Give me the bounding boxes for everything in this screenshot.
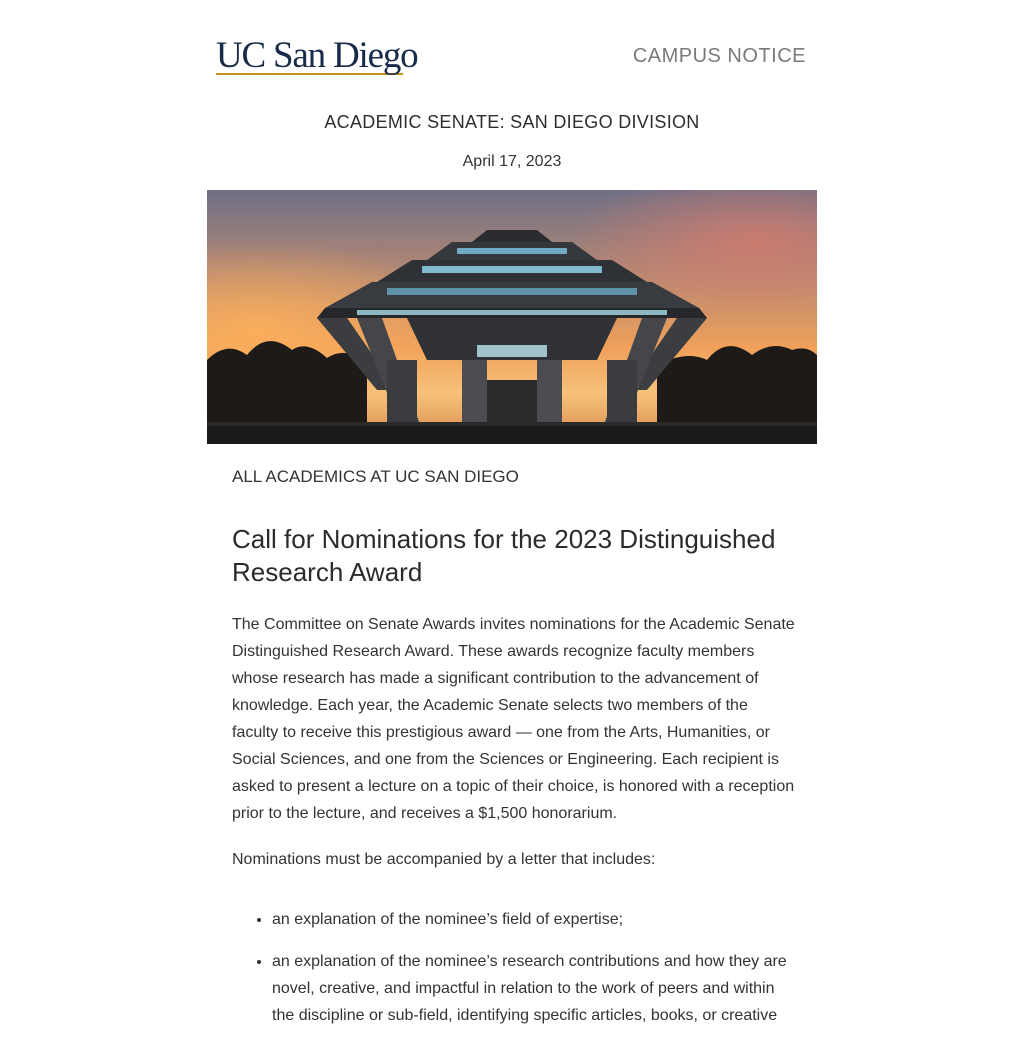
division-title: ACADEMIC SENATE: SAN DIEGO DIVISION (324, 112, 700, 132)
email-container (207, 0, 817, 1024)
body-paragraph: Nominations must be accompanied by a letter that includes: (232, 851, 656, 868)
body-paragraph: The Committee on Senate Awards invites nominations for the Academic Senate Distinguished Research Award. These awards recognize faculty members whose research has made a significant contribution to the advancement of knowledge. Each year, the Academic Senate selects two members of the faculty to receive this prestigious award — one from the Arts, Humanities, or Social Sciences, and one from the Sciences or Engineering. Each recipient is asked to present a lecture on a topic of their choice, is honored with a reception prior to the lecture, and receives a $1,500 honorarium. (232, 616, 795, 822)
notice-date: April 17, 2023 (462, 153, 562, 170)
logo-wordmark: UC San Diego (216, 35, 418, 76)
list-item: • an explanation of the nominee’s research contributions and how they are novel, creative, and impactful in relation to the work of peers and within the discipline or sub-field, identifying specific articles, books, or creative (272, 948, 797, 1029)
nomination-criteria-list (232, 906, 797, 1029)
notice-body (232, 465, 797, 1044)
list-item: • an explanation of the nominee’s field of expertise; (272, 906, 797, 933)
campus-notice-label: CAMPUS NOTICE (632, 45, 806, 67)
hero-image-geisel-library (207, 190, 817, 444)
header (207, 0, 817, 110)
uc-san-diego-logo[interactable] (216, 36, 417, 75)
audience-label: ALL ACADEMICS AT UC SAN DIEGO (232, 467, 519, 486)
notice-headline: Call for Nominations for the 2023 Distinguished Research Award (232, 524, 776, 587)
